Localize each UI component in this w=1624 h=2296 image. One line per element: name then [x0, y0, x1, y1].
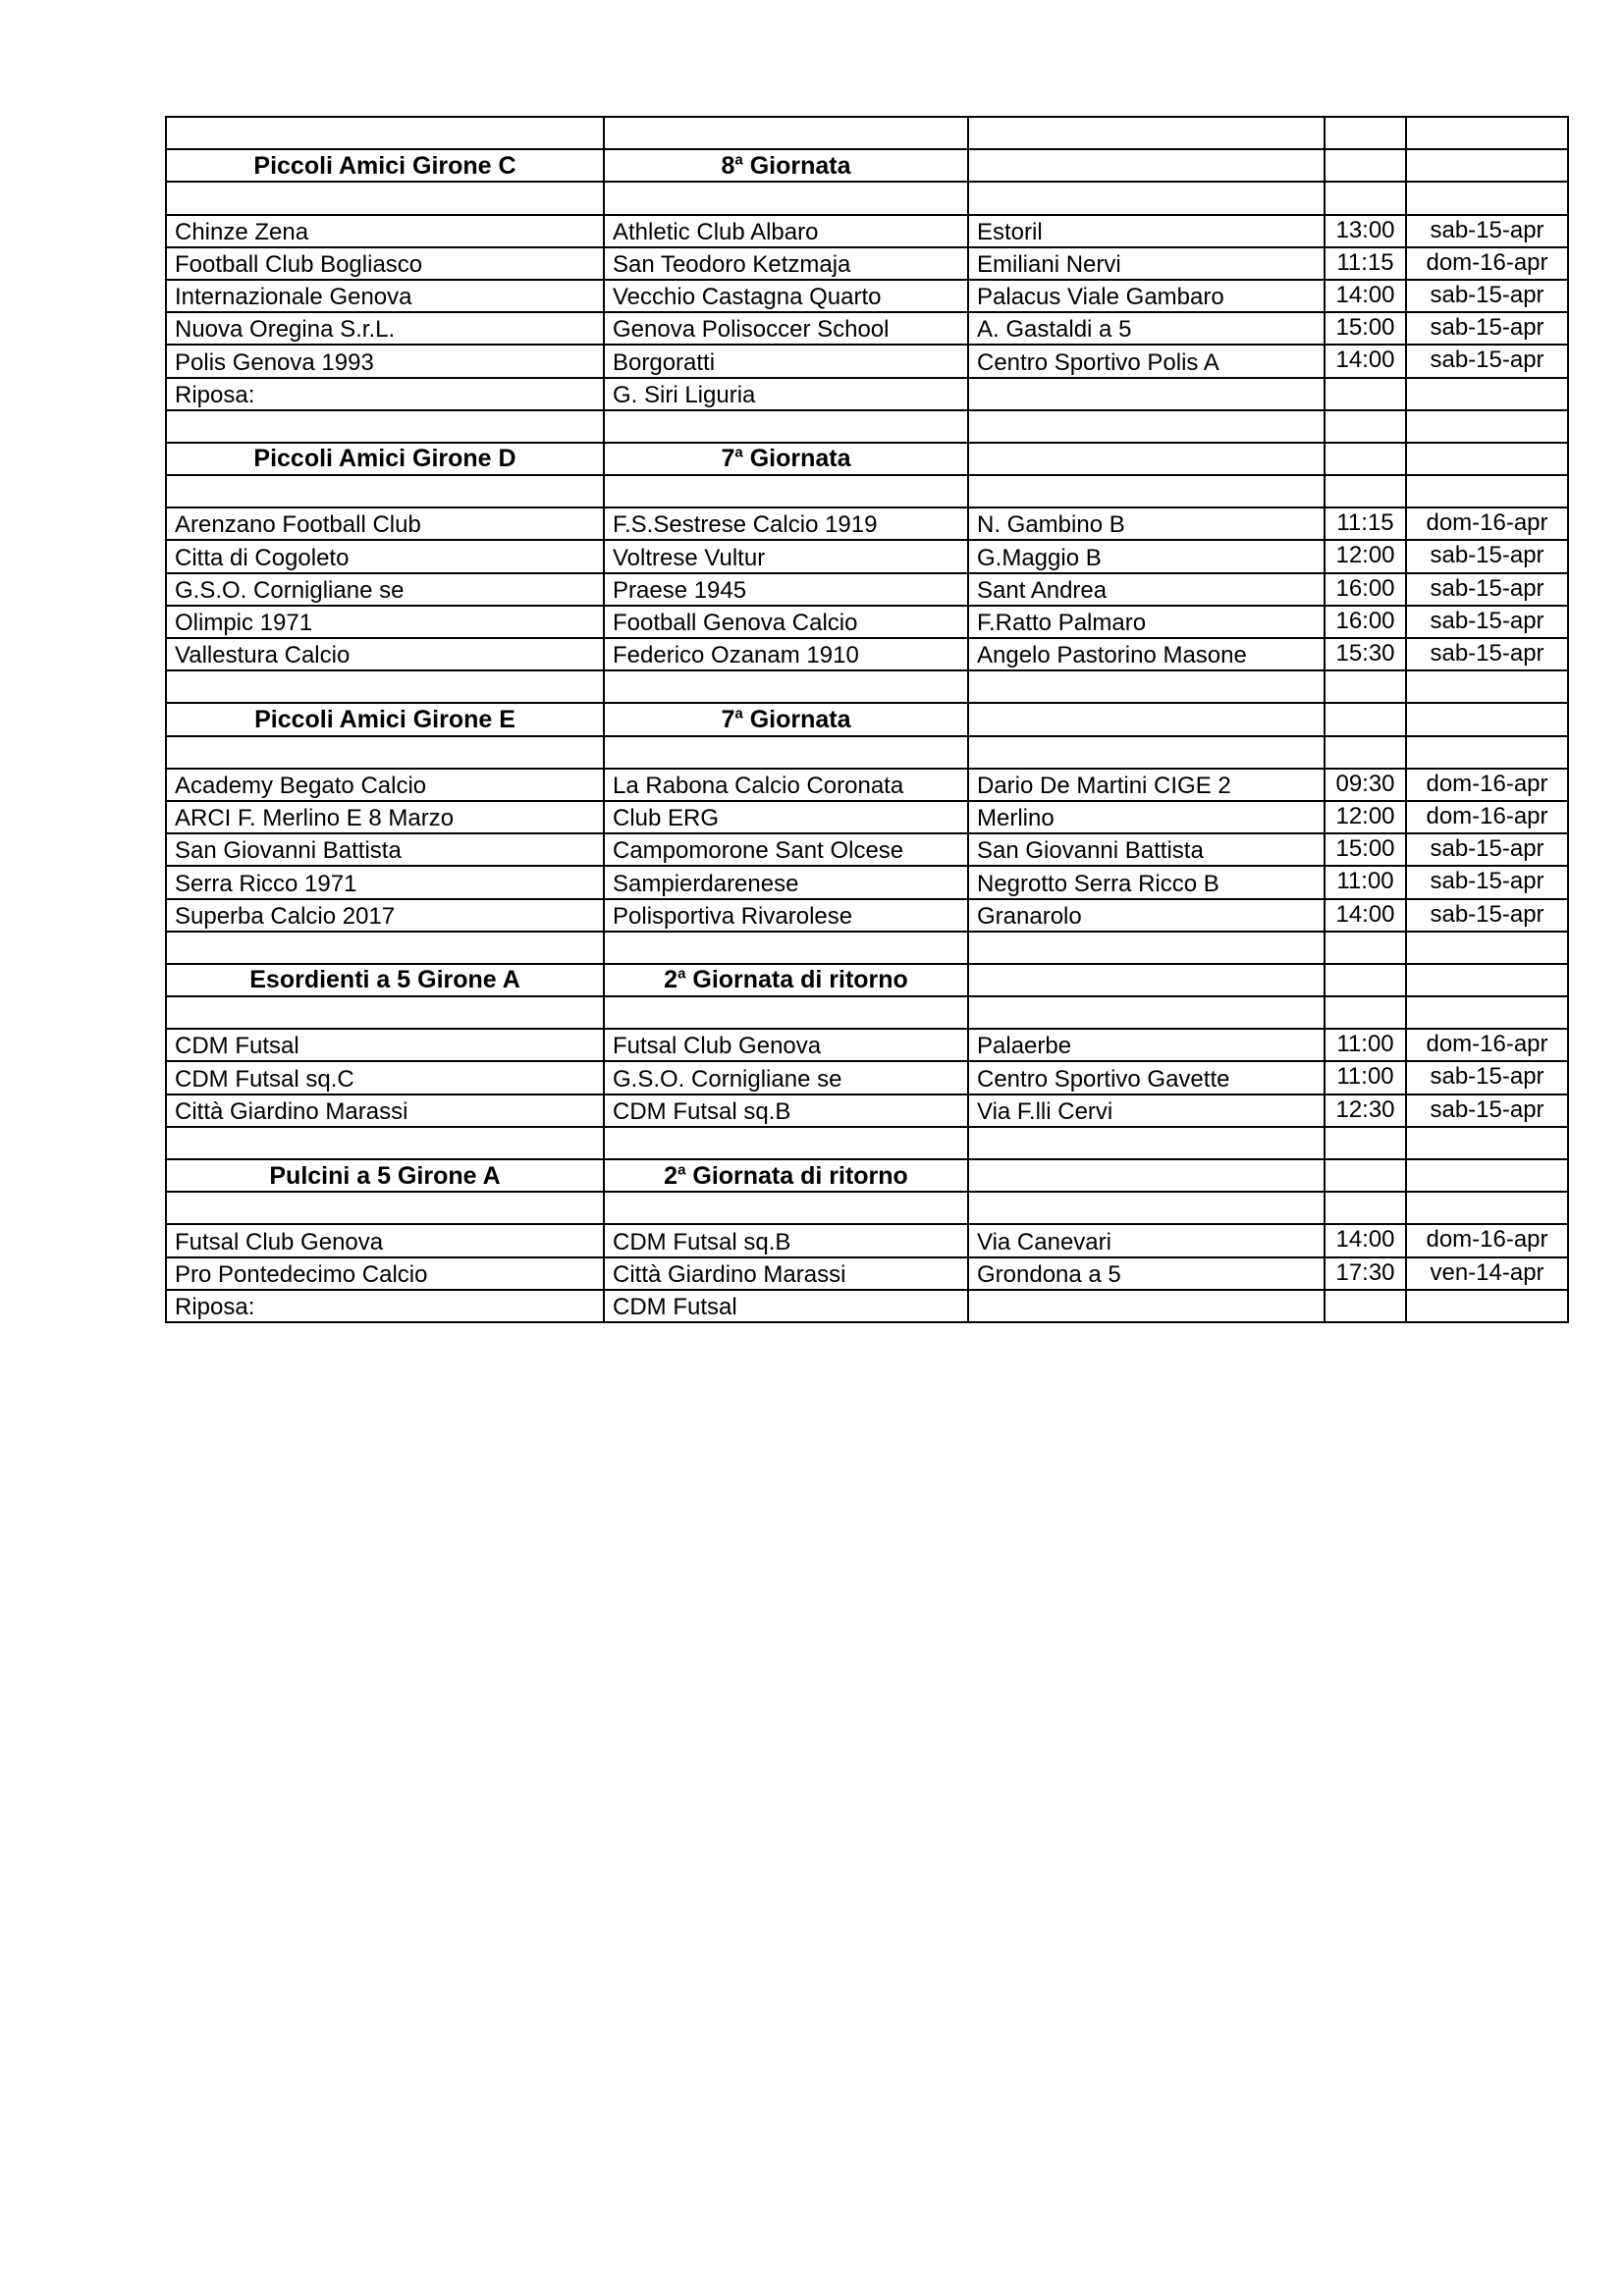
- match-away: CDM Futsal sq.B: [604, 1095, 968, 1127]
- match-row: [166, 280, 1568, 312]
- match-home: Olimpic 1971: [166, 606, 604, 638]
- empty-cell: [968, 1159, 1325, 1192]
- match-home: Internazionale Genova: [166, 280, 604, 312]
- match-time: 15:00: [1325, 312, 1406, 345]
- match-home: ARCI F. Merlino E 8 Marzo: [166, 801, 604, 833]
- match-time: 16:00: [1325, 573, 1406, 606]
- rest-row: [166, 378, 1568, 410]
- empty-cell: [604, 996, 968, 1029]
- round-label: [604, 703, 968, 735]
- rest-team: G. Siri Liguria: [604, 378, 968, 410]
- match-venue: Centro Sportivo Gavette: [968, 1061, 1325, 1094]
- empty-cell: [1406, 932, 1568, 964]
- match-venue: F.Ratto Palmaro: [968, 606, 1325, 638]
- match-home: CDM Futsal sq.C: [166, 1061, 604, 1094]
- section-header-row: [166, 149, 1568, 182]
- rest-label: Riposa:: [166, 378, 604, 410]
- empty-cell: [1325, 1127, 1406, 1159]
- blank-row: [166, 736, 1568, 769]
- match-home: Polis Genova 1993: [166, 345, 604, 377]
- empty-cell: [1325, 443, 1406, 475]
- match-away: Futsal Club Genova: [604, 1029, 968, 1061]
- match-row: [166, 312, 1568, 345]
- match-date: sab-15-apr: [1406, 899, 1568, 932]
- empty-cell: [604, 736, 968, 769]
- match-venue: Angelo Pastorino Masone: [968, 638, 1325, 670]
- round-label: [604, 964, 968, 996]
- match-time: 12:30: [1325, 1095, 1406, 1127]
- match-away: Praese 1945: [604, 573, 968, 606]
- empty-cell: [166, 182, 604, 214]
- empty-cell: [1406, 410, 1568, 443]
- empty-cell: [968, 182, 1325, 214]
- section-title: Piccoli Amici Girone C: [166, 149, 604, 182]
- match-venue: Estoril: [968, 215, 1325, 247]
- empty-cell: [968, 443, 1325, 475]
- match-date: sab-15-apr: [1406, 1095, 1568, 1127]
- match-date: dom-16-apr: [1406, 801, 1568, 833]
- rest-row: [166, 1290, 1568, 1322]
- empty-cell: [1406, 1127, 1568, 1159]
- round-number: 7: [721, 445, 735, 473]
- empty-cell: [1406, 475, 1568, 507]
- round-text: Giornata: [742, 445, 851, 473]
- empty-cell: [1406, 964, 1568, 996]
- round-label: [604, 149, 968, 182]
- empty-cell: [1406, 149, 1568, 182]
- match-venue: San Giovanni Battista: [968, 833, 1325, 866]
- empty-cell: [1325, 117, 1406, 149]
- match-date: sab-15-apr: [1406, 215, 1568, 247]
- match-venue: Emiliani Nervi: [968, 247, 1325, 280]
- empty-cell: [1406, 996, 1568, 1029]
- match-away: Voltrese Vultur: [604, 540, 968, 572]
- empty-cell: [166, 410, 604, 443]
- match-away: Athletic Club Albaro: [604, 215, 968, 247]
- match-home: Arenzano Football Club: [166, 507, 604, 540]
- round-ordinal: a: [734, 151, 743, 169]
- empty-cell: [968, 703, 1325, 735]
- round-number: 8: [721, 151, 735, 180]
- match-home: Città Giardino Marassi: [166, 1095, 604, 1127]
- empty-cell: [1325, 932, 1406, 964]
- match-row: [166, 866, 1568, 898]
- empty-cell: [968, 670, 1325, 703]
- match-row: [166, 573, 1568, 606]
- empty-cell: [968, 475, 1325, 507]
- match-away: Città Giardino Marassi: [604, 1257, 968, 1290]
- empty-cell: [1406, 182, 1568, 214]
- match-row: [166, 345, 1568, 377]
- match-home: Futsal Club Genova: [166, 1224, 604, 1256]
- match-date: sab-15-apr: [1406, 833, 1568, 866]
- empty-cell: [1325, 703, 1406, 735]
- match-home: Chinze Zena: [166, 215, 604, 247]
- empty-cell: [1325, 475, 1406, 507]
- match-away: F.S.Sestrese Calcio 1919: [604, 507, 968, 540]
- match-time: 12:00: [1325, 801, 1406, 833]
- match-date: sab-15-apr: [1406, 312, 1568, 345]
- match-venue: G.Maggio B: [968, 540, 1325, 572]
- blank-row: [166, 670, 1568, 703]
- empty-cell: [968, 996, 1325, 1029]
- empty-cell: [968, 1127, 1325, 1159]
- empty-cell: [1325, 736, 1406, 769]
- match-date: dom-16-apr: [1406, 1224, 1568, 1256]
- match-home: Nuova Oregina S.r.L.: [166, 312, 604, 345]
- match-date: sab-15-apr: [1406, 1061, 1568, 1094]
- empty-cell: [968, 964, 1325, 996]
- match-time: 13:00: [1325, 215, 1406, 247]
- match-date: dom-16-apr: [1406, 247, 1568, 280]
- empty-cell: [1325, 996, 1406, 1029]
- empty-cell: [1406, 1192, 1568, 1224]
- match-time: 17:30: [1325, 1257, 1406, 1290]
- empty-cell: [1325, 378, 1406, 410]
- match-venue: Via F.lli Cervi: [968, 1095, 1325, 1127]
- match-time: 16:00: [1325, 606, 1406, 638]
- empty-cell: [604, 410, 968, 443]
- match-venue: Via Canevari: [968, 1224, 1325, 1256]
- empty-cell: [166, 996, 604, 1029]
- match-row: [166, 507, 1568, 540]
- empty-cell: [968, 117, 1325, 149]
- blank-row: [166, 410, 1568, 443]
- match-time: 12:00: [1325, 540, 1406, 572]
- empty-cell: [166, 670, 604, 703]
- match-time: 14:00: [1325, 899, 1406, 932]
- match-row: [166, 1224, 1568, 1256]
- fixtures-table: [165, 116, 1569, 1323]
- fixtures-table-body: [166, 117, 1568, 1322]
- match-row: [166, 247, 1568, 280]
- blank-row: [166, 475, 1568, 507]
- match-time: 11:15: [1325, 507, 1406, 540]
- empty-cell: [1406, 670, 1568, 703]
- match-time: 11:15: [1325, 247, 1406, 280]
- match-venue: Centro Sportivo Polis A: [968, 345, 1325, 377]
- empty-cell: [604, 1127, 968, 1159]
- match-row: [166, 1257, 1568, 1290]
- match-away: CDM Futsal sq.B: [604, 1224, 968, 1256]
- blank-row: [166, 117, 1568, 149]
- blank-row: [166, 1192, 1568, 1224]
- match-away: Club ERG: [604, 801, 968, 833]
- round-ordinal: a: [677, 966, 686, 984]
- empty-cell: [166, 117, 604, 149]
- round-label: [604, 1159, 968, 1192]
- match-time: 11:00: [1325, 1061, 1406, 1094]
- empty-cell: [1325, 182, 1406, 214]
- empty-cell: [604, 932, 968, 964]
- blank-row: [166, 182, 1568, 214]
- empty-cell: [166, 736, 604, 769]
- match-away: La Rabona Calcio Coronata: [604, 769, 968, 801]
- match-date: sab-15-apr: [1406, 573, 1568, 606]
- round-label: [604, 443, 968, 475]
- empty-cell: [1406, 736, 1568, 769]
- round-ordinal: a: [734, 445, 743, 462]
- empty-cell: [1325, 670, 1406, 703]
- match-row: [166, 215, 1568, 247]
- match-date: sab-15-apr: [1406, 540, 1568, 572]
- match-date: sab-15-apr: [1406, 280, 1568, 312]
- match-away: San Teodoro Ketzmaja: [604, 247, 968, 280]
- match-venue: Dario De Martini CIGE 2: [968, 769, 1325, 801]
- match-date: sab-15-apr: [1406, 606, 1568, 638]
- match-home: G.S.O. Cornigliane se: [166, 573, 604, 606]
- match-time: 15:30: [1325, 638, 1406, 670]
- round-ordinal: a: [677, 1161, 686, 1179]
- match-home: Academy Begato Calcio: [166, 769, 604, 801]
- empty-cell: [604, 1192, 968, 1224]
- section-header-row: [166, 964, 1568, 996]
- match-row: [166, 1029, 1568, 1061]
- match-away: Borgoratti: [604, 345, 968, 377]
- match-venue: Negrotto Serra Ricco B: [968, 866, 1325, 898]
- match-row: [166, 1061, 1568, 1094]
- blank-row: [166, 932, 1568, 964]
- section-header-row: [166, 1159, 1568, 1192]
- round-text: Giornata: [742, 151, 851, 180]
- empty-cell: [1325, 410, 1406, 443]
- match-date: dom-16-apr: [1406, 507, 1568, 540]
- round-ordinal: a: [734, 705, 743, 722]
- empty-cell: [166, 1127, 604, 1159]
- section-header-row: [166, 443, 1568, 475]
- match-venue: Merlino: [968, 801, 1325, 833]
- match-away: Federico Ozanam 1910: [604, 638, 968, 670]
- empty-cell: [1406, 1159, 1568, 1192]
- empty-cell: [166, 932, 604, 964]
- rest-team: CDM Futsal: [604, 1290, 968, 1322]
- empty-cell: [1406, 1290, 1568, 1322]
- match-away: Polisportiva Rivarolese: [604, 899, 968, 932]
- section-title: Pulcini a 5 Girone A: [166, 1159, 604, 1192]
- blank-row: [166, 1127, 1568, 1159]
- empty-cell: [968, 149, 1325, 182]
- empty-cell: [968, 378, 1325, 410]
- empty-cell: [1406, 703, 1568, 735]
- match-row: [166, 606, 1568, 638]
- section-title: Piccoli Amici Girone E: [166, 703, 604, 735]
- empty-cell: [166, 1192, 604, 1224]
- section-title: Piccoli Amici Girone D: [166, 443, 604, 475]
- match-time: 14:00: [1325, 1224, 1406, 1256]
- match-venue: A. Gastaldi a 5: [968, 312, 1325, 345]
- match-row: [166, 899, 1568, 932]
- match-date: sab-15-apr: [1406, 638, 1568, 670]
- match-venue: Granarolo: [968, 899, 1325, 932]
- match-time: 11:00: [1325, 866, 1406, 898]
- match-home: Superba Calcio 2017: [166, 899, 604, 932]
- match-date: dom-16-apr: [1406, 769, 1568, 801]
- empty-cell: [1325, 149, 1406, 182]
- match-row: [166, 769, 1568, 801]
- round-number: 7: [721, 705, 735, 733]
- match-venue: N. Gambino B: [968, 507, 1325, 540]
- blank-row: [166, 996, 1568, 1029]
- empty-cell: [604, 117, 968, 149]
- match-date: ven-14-apr: [1406, 1257, 1568, 1290]
- match-away: Football Genova Calcio: [604, 606, 968, 638]
- match-time: 11:00: [1325, 1029, 1406, 1061]
- empty-cell: [1406, 443, 1568, 475]
- empty-cell: [968, 736, 1325, 769]
- match-away: Sampierdarenese: [604, 866, 968, 898]
- match-away: G.S.O. Cornigliane se: [604, 1061, 968, 1094]
- empty-cell: [968, 410, 1325, 443]
- match-home: Vallestura Calcio: [166, 638, 604, 670]
- match-home: Citta di Cogoleto: [166, 540, 604, 572]
- match-home: Serra Ricco 1971: [166, 866, 604, 898]
- round-text: Giornata di ritorno: [685, 966, 908, 994]
- match-date: dom-16-apr: [1406, 1029, 1568, 1061]
- empty-cell: [1406, 117, 1568, 149]
- empty-cell: [968, 1290, 1325, 1322]
- match-time: 09:30: [1325, 769, 1406, 801]
- round-number: 2: [664, 1161, 678, 1190]
- match-venue: Palacus Viale Gambaro: [968, 280, 1325, 312]
- round-text: Giornata di ritorno: [685, 1161, 908, 1190]
- empty-cell: [1325, 1290, 1406, 1322]
- empty-cell: [968, 1192, 1325, 1224]
- empty-cell: [604, 182, 968, 214]
- match-row: [166, 540, 1568, 572]
- match-row: [166, 638, 1568, 670]
- rest-label: Riposa:: [166, 1290, 604, 1322]
- match-time: 14:00: [1325, 345, 1406, 377]
- match-venue: Grondona a 5: [968, 1257, 1325, 1290]
- section-header-row: [166, 703, 1568, 735]
- match-home: Pro Pontedecimo Calcio: [166, 1257, 604, 1290]
- match-venue: Palaerbe: [968, 1029, 1325, 1061]
- round-text: Giornata: [742, 705, 851, 733]
- match-row: [166, 833, 1568, 866]
- empty-cell: [604, 475, 968, 507]
- empty-cell: [968, 932, 1325, 964]
- match-home: Football Club Bogliasco: [166, 247, 604, 280]
- match-date: sab-15-apr: [1406, 345, 1568, 377]
- match-away: Genova Polisoccer School: [604, 312, 968, 345]
- match-date: sab-15-apr: [1406, 866, 1568, 898]
- match-away: Campomorone Sant Olcese: [604, 833, 968, 866]
- empty-cell: [604, 670, 968, 703]
- section-title: Esordienti a 5 Girone A: [166, 964, 604, 996]
- empty-cell: [1325, 1192, 1406, 1224]
- match-away: Vecchio Castagna Quarto: [604, 280, 968, 312]
- empty-cell: [1406, 378, 1568, 410]
- empty-cell: [1325, 964, 1406, 996]
- empty-cell: [166, 475, 604, 507]
- round-number: 2: [664, 966, 678, 994]
- match-time: 15:00: [1325, 833, 1406, 866]
- empty-cell: [1325, 1159, 1406, 1192]
- match-home: CDM Futsal: [166, 1029, 604, 1061]
- match-time: 14:00: [1325, 280, 1406, 312]
- match-home: San Giovanni Battista: [166, 833, 604, 866]
- match-venue: Sant Andrea: [968, 573, 1325, 606]
- match-row: [166, 801, 1568, 833]
- match-row: [166, 1095, 1568, 1127]
